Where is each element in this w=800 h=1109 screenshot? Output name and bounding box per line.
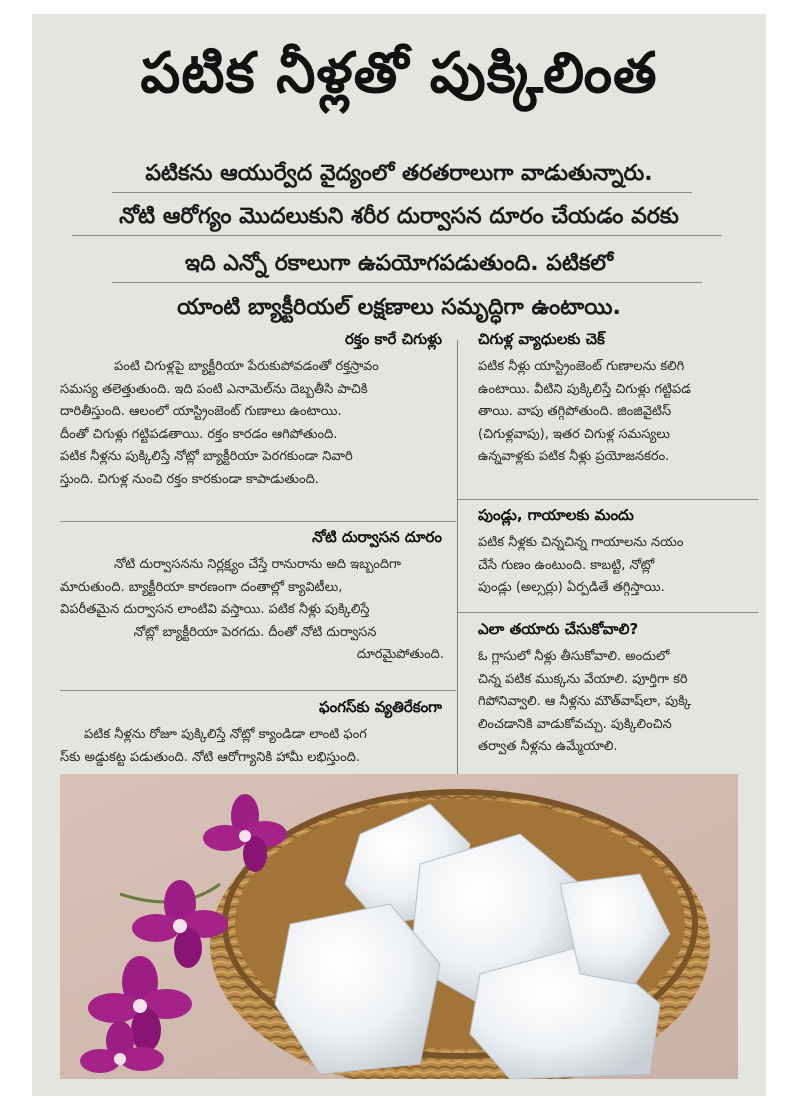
intro-rule (72, 235, 722, 236)
section-body (60, 356, 450, 491)
section-title: పుండ్లు, గాయాలకు మందు (478, 506, 634, 524)
section-rule (60, 690, 456, 691)
body-line: లించడానికి వాడుకోవచ్చు. పుక్కిలించిన (478, 716, 672, 732)
intro-line-1: పటికను ఆయుర్వేద వైద్యంలో తరతరాలుగా వాడుతున్నారు. (145, 161, 653, 186)
section-title: ఎలా తయారు చేసుకోవాలి? (478, 620, 639, 638)
section-body (60, 554, 450, 667)
body-line: నోటి దుర్వాసనను నిర్లక్ష్యం చేస్తే రానురాను అది ఇబ్బందిగా (114, 557, 402, 572)
section-title: చిగుళ్ల వ్యాధులకు చెక్ (478, 330, 605, 348)
intro-line-2: నోటి ఆరోగ్యం మొదలుకుని శరీర దుర్వాసన దూరం చేయడం వరకు (119, 204, 679, 229)
body-line: స్‌కు అడ్డుకట్ట పడుతుంది. నోటి ఆరోగ్యానికి హామీ లభిస్తుంది. (60, 749, 361, 765)
section-body (468, 532, 746, 600)
section-wounds (468, 504, 746, 600)
body-line: తర్వాత నీళ్లను ఉమ్మేయాలి. (478, 739, 618, 754)
body-line: పంటి చిగుళ్లపై బ్యాక్టీరియా పేరుకుపోవడంతో రక్తస్రావం (114, 359, 379, 374)
body-line: దారితీస్తుంది. ఆలంలో యాస్ట్రింజెంట్ గుణాలు ఉంటాయి. (60, 404, 342, 419)
body-line: తాయి. వాపు తగ్గిపోతుంది. జింజివైటిస్ (478, 404, 672, 419)
section-body (468, 646, 746, 759)
body-line: పటిక నీళ్లను పుక్కిలిస్తే నోట్లో బ్యాక్టీరియా పెరగకుండా నివారి (60, 449, 353, 464)
section-gum-disease (468, 328, 746, 469)
section-rule (458, 612, 758, 613)
body-line: చిన్న పటిక ముక్కను వేయాలి. పూర్తిగా కరి (478, 671, 688, 687)
column-divider (457, 340, 458, 788)
intro-rule (112, 282, 702, 283)
headline: పటిక నీళ్లతో పుక్కిలింత (140, 41, 658, 106)
section-preparation (468, 618, 746, 759)
body-line: నోట్లో బ్యాక్టీరియా పెరగదు. దీంతో నోటి దుర్వాసన (133, 624, 377, 640)
section-rule (60, 521, 456, 522)
body-line: పటిక నీళ్లకు చిన్నచిన్న గాయాలను నయం (478, 535, 684, 550)
body-line: సమస్య తలెత్తుతుంది. ఇది పంటి ఎనామెల్‌ను దెబ్బతీసి పాచికి (60, 381, 368, 397)
body-line: ఉన్నవాళ్లకు పటిక నీళ్లు ప్రయోజనకరం. (478, 449, 670, 464)
body-line: దూరమైపోతుంది. (356, 647, 444, 662)
intro-rule (112, 192, 692, 193)
body-line: (చిగుళ్లవాపు), ఇతర చిగుళ్ల సమస్యలు (478, 426, 671, 442)
section-body (468, 356, 746, 469)
body-line: పటిక నీళ్లు యాస్ట్రింజెంట్ గుణాలను కలిగి (478, 359, 685, 374)
section-title: ఫంగస్‌కు వ్యతిరేకంగా (318, 698, 442, 716)
section-title: రక్తం కారే చిగుళ్లు (344, 330, 442, 348)
body-line: గిపోనివ్వాలి. ఆ నీళ్లను మౌత్‌వాష్‌లా, పుక్కి (478, 694, 692, 709)
section-bleeding-gums (60, 328, 450, 491)
body-line: ఉంటాయి. వీటిని పుక్కిలిస్తే చిగుళ్లు గట్టిపడ (478, 381, 691, 397)
body-line: స్తుంది. చిగుళ్ల నుంచి రక్తం కారకుండా కాపాడుతుంది. (60, 471, 319, 487)
body-line: మారుతుంది. బ్యాక్టీరియా కారణంగా దంతాల్లో క్యావిటీలు, (60, 579, 343, 595)
alum-basket-photo (60, 774, 738, 1079)
body-line: ఓ గ్లాసులో నీళ్లు తీసుకోవాలి. అందులో (478, 649, 670, 664)
intro-line-3: ఇది ఎన్నో రకాలుగా ఉపయోగపడుతుంది. పటికలో (184, 251, 614, 276)
section-rule (458, 499, 758, 500)
alum-basket-illustration (60, 774, 738, 1079)
section-title: నోటి దుర్వాసన దూరం (312, 528, 442, 546)
article-page (32, 14, 766, 1096)
intro-line-4: యాంటి బ్యాక్టీరియల్ లక్షణాలు సమృద్ధిగా ఉంటాయి. (177, 295, 621, 320)
section-bad-breath (60, 526, 450, 667)
body-line: పుండ్లు (అల్సర్లు) ఏర్పడితే తగ్గిస్తాయి. (478, 580, 665, 595)
section-body (60, 724, 450, 769)
body-line: చేసే గుణం ఉంటుంది. కాబట్టి, నోట్లో (478, 557, 655, 573)
body-line: దీంతో చిగుళ్లు గట్టిపడతాయి. రక్తం కారడం ఆగిపోతుంది. (60, 426, 338, 442)
body-line: పటిక నీళ్లను రోజూ పుక్కిలిస్తే నోట్లో క్యాండిడా లాంటి ఫంగ (84, 727, 367, 742)
body-line: విపరీతమైన దుర్వాసన లాంటివి వస్తాయి. పటిక నీళ్లు పుక్కిలిస్తే (60, 602, 370, 617)
section-antifungal (60, 696, 450, 769)
